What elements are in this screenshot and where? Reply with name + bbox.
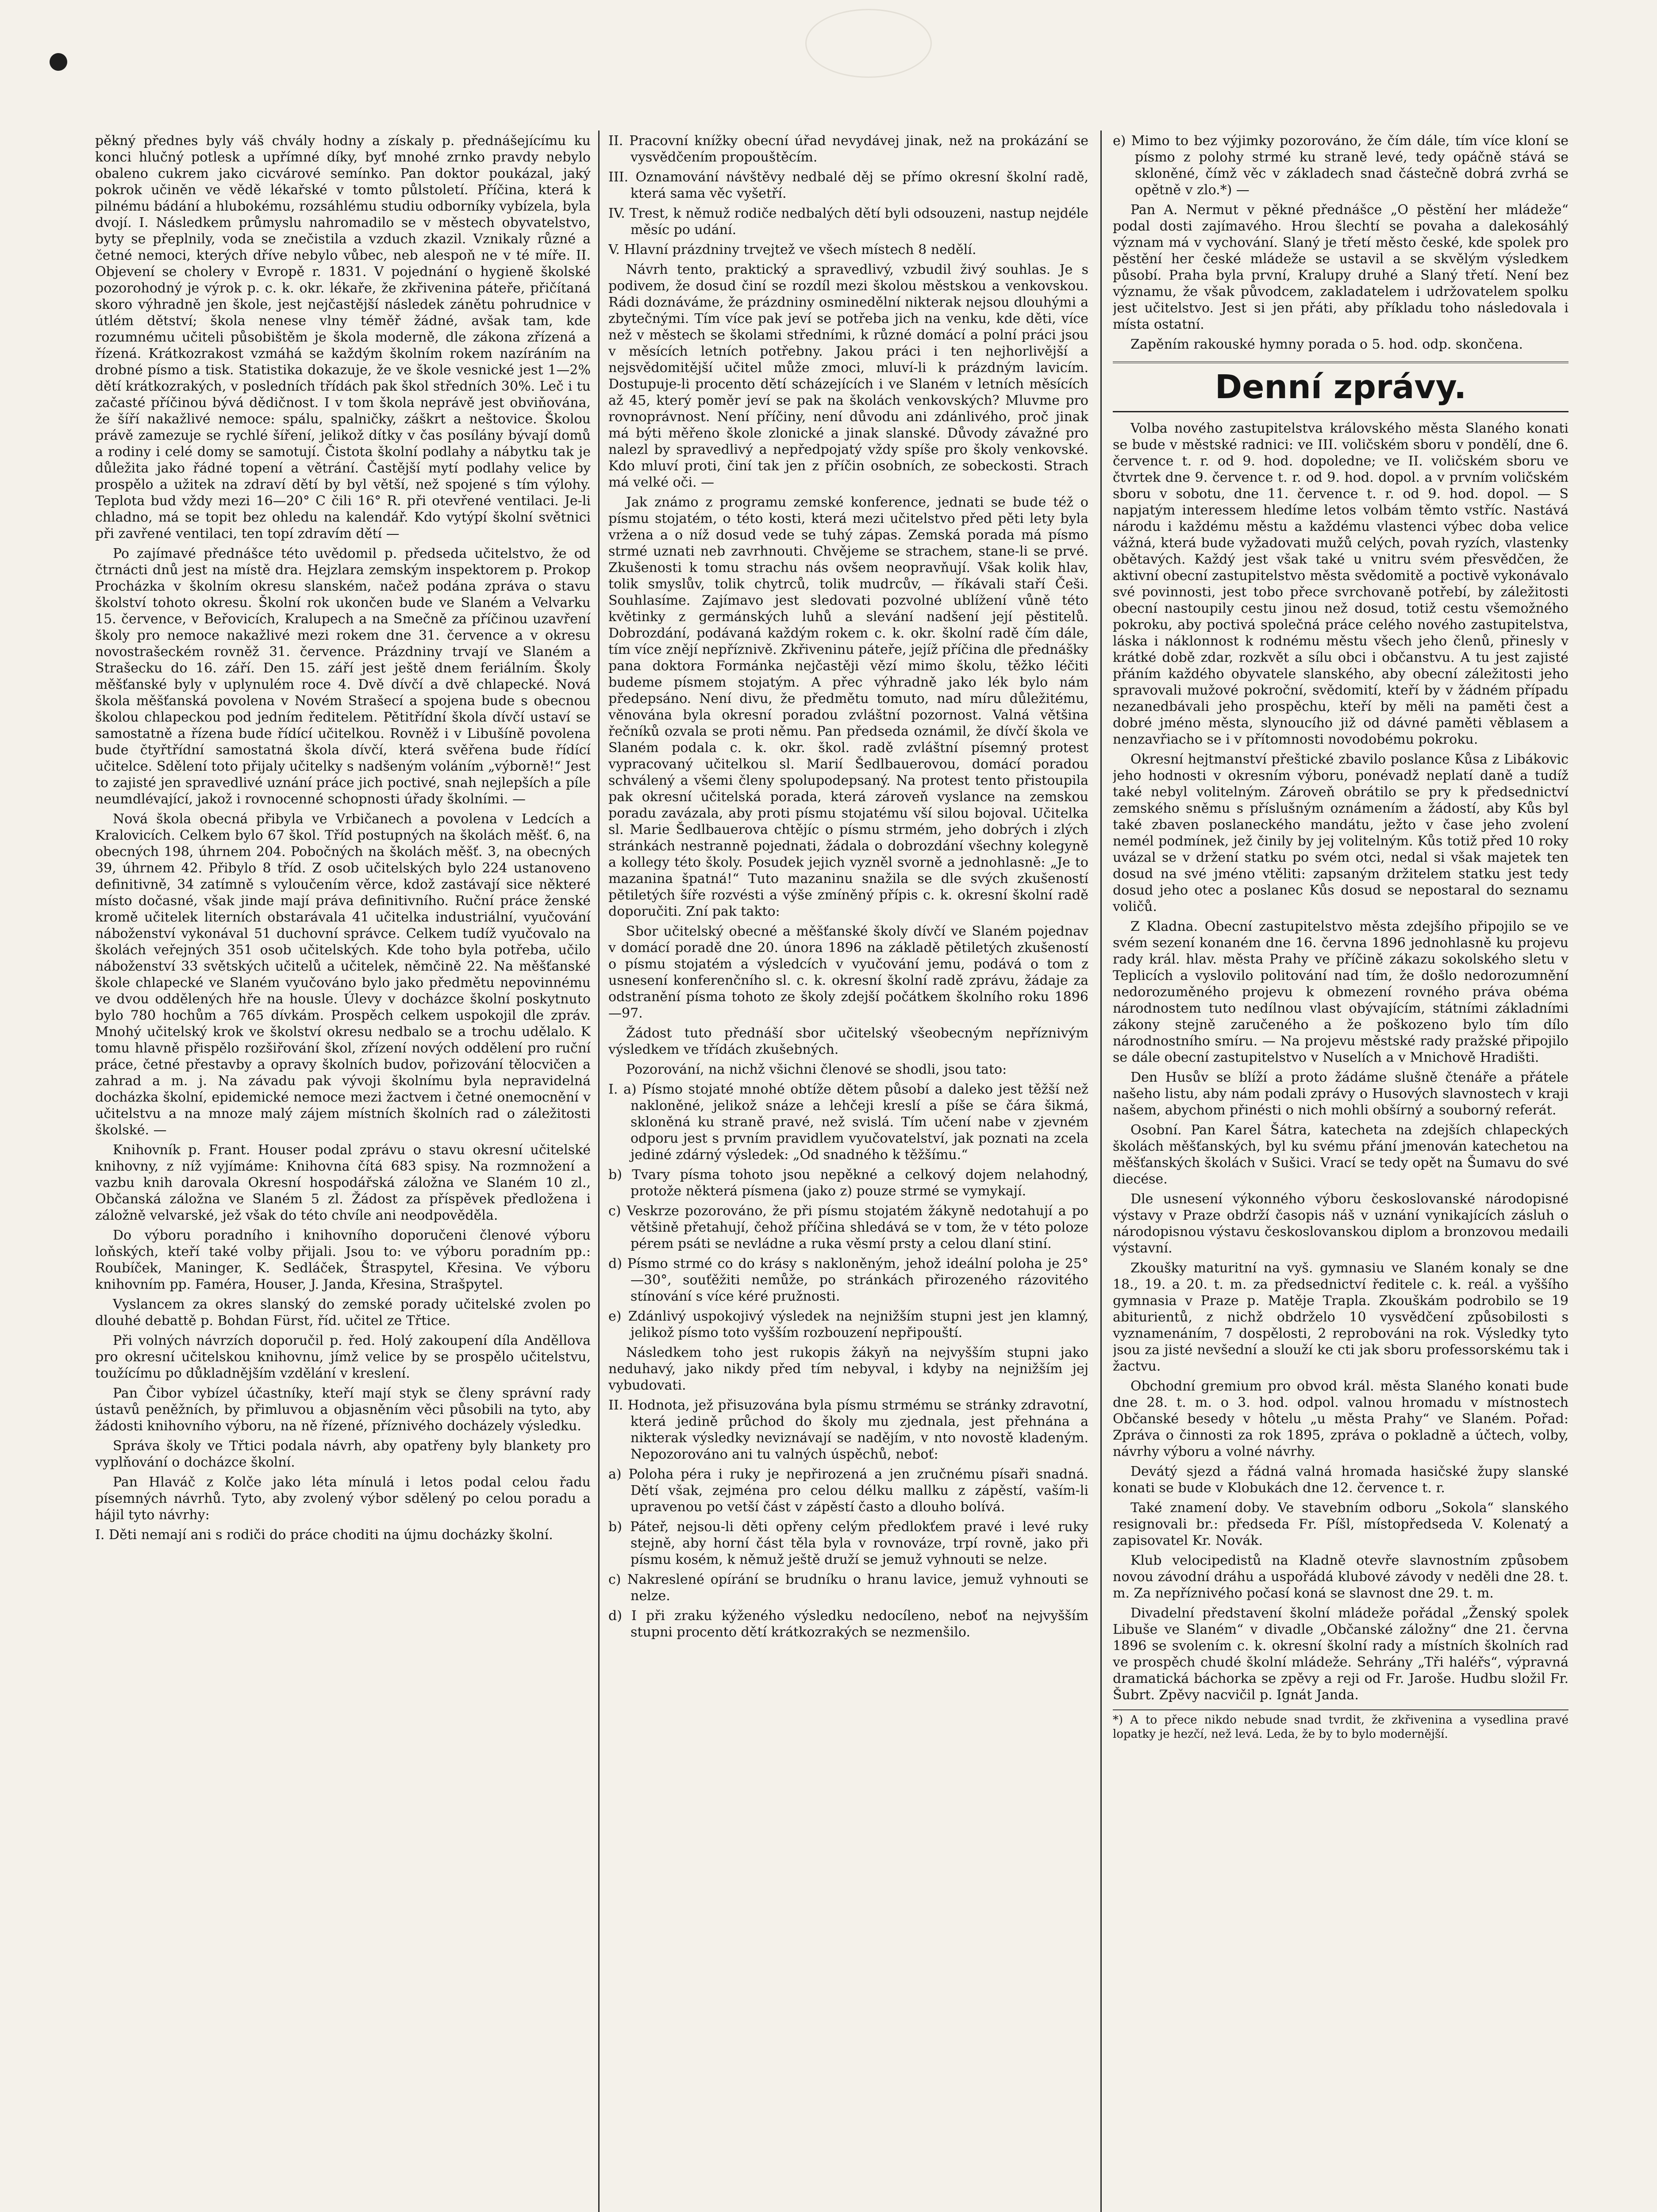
- continuation-text: jemuž vyhnouti se nelze.: [878, 1552, 1048, 1567]
- news-item: Devátý sjezd a řádná valná hromada hasičské župy slanské konati se bude v Klobukách dne 12. července t. r.: [1113, 1464, 1569, 1496]
- lecture-report-paragraph: pěkný přednes byly váš chvály hodny a získaly p. přednášejícímu ku konci hlučný potlesk a upřímné díky, byť mnohé zrnko pravdy nebylo obaleno cukrem jako cicvárové semínko. Pan doktor poukázal, jaký pokrok učiněn ve vědě lékařské v tomto půlstoletí. Příčina, která k pilnému bádání a hlubokému, rozsáhlému studiu odborníky vybízela, byla dvojí. I. Následkem průmyslu nahromadilo se v městech obyvatelstvo, byty se přeplnily, voda se znečistila a vzduch zkazil. Vznikaly různé a četné nemoci, kterých dříve nebylo vůbec, neb alespoň ne v té míře. II. Objevení se cholery v Evropě r. 1831. V pojednání o hygieně školské pozorohodný je výrok p. c. k. okr. lékaře, že zkřivenina páteře, přičítaná skoro výhradně jen škole, jest nejčastější následek zánětu pohrudnice v útlém dětství; škola nenese vlny téměř žádné, avšak tam, kde rozumnému učiteli působištěm je škola moderně, dle zákona zřízená a řízená. Krátkozrakost vzmáhá se každým školním rokem nazíráním na drobné písmo a tisk. Statistika dokazuje, že ve škole vesnické jest 1—2% dětí krátkozrakých, v posledních třídách pak škol středních 30%. Leč i tu začasté příčinou bývá dědičnost. I v tom škola neprávě jest obviňována, že šíří nakažlivé nemoce: spálu, spalničky, záškrt a neštovice. Školou právě zamezuje se rychlé šíření, jelikož dítky v čas posílány bývají domů a rodiny i celé domy se samotují. Čistota školní podlahy a nábytku tak je důležita jako řádné topení a větrání. Častější mytí podlahy velice by prospělo a užitek na zdraví dětí by byl větší, než spojené s tím výlohy. Teplota bud vždy mezi 16—20° C čili 16° R. při otevřené ventilaci. Je-li chladno, má se topit bez ohledu na kalendář. Kdo vytýpí školní světnici při zavřené ventilaci, ten topí zdravím dětí —: [95, 133, 591, 541]
- observation-paragraph: Následkem toho jest rukopis žákyň na nejvyšším stupni jako neduhavý, jako nikdy před tím nebyval, i kdyby na nejnižším jej vybudovati.: [608, 1345, 1088, 1393]
- youth-games-paragraph: Pan A. Nermut v pěkné přednášce „O pěstění her mládeže“ podal dosti zajímavého. Hrou šlechtí se povaha a dalekosáhlý význam má v vychování. Slaný je třetí město české, kde spolek pro pěstění her české mládeže se ustavil a se skvělým výsledkem působí. Praha byla první, Kralupy druhé a Slaný třetí. Není bez významu, že však původcem, zakladatelem i udržovatelem spolku jest učitelstvo. Jest si jen přáti, aby příkladu toho následovala i místa ostatní.: [1113, 202, 1569, 332]
- school-statistics-paragraph: Nová škola obecná přibyla ve Vrbičanech a povolena v Ledcích a Kralovicích. Celkem bylo 67 škol. Tříd postupných na školách měšť. 6, na obecných 198, úhrnem 204. Pobočných na školách měšť. 3, na obecných 39, úhrnem 42. Přibylo 8 tříd. Z osob učitelských bylo 224 ustanoveno definitivně, 34 zatímně s vyloučením věrce, kdož zastávají sice některé místo dočasné, však jinde mají práva definitivního. Ruční práce ženské kromě učitelek literních obstarávala 41 učitelka industriální, vyučování náboženství vykonával 51 duchovní správce. Celkem tudíž vyučovalo na školách veřejných 351 osob učitelských. Kde toho byla potřeba, učilo náboženství 33 světských učitelů a učitelek, němčině 22. Na měšťanské škole chlapecké ve Slaném vyučováno bylo jako předmětu nepovinnému ve dvou oddělených hře na housle. Úlevy v docházce školní poskytnuto bylo 780 hochům a 765 dívkám. Prospěch celkem uspokojil dle zpráv. Mnohý učitelský krok ve školství okresu nedbalo se a trochu udělalo. K tomu hlavně přispělo rozšiřování škol, zřízení nových oddělení pro ruční práce, četné přestavby a opravy školních budov, pořizování tělocvičen a zahrad a m. j. Na závadu pak vývoji školnímu byla nepravidelná docházka školní, epidemické nemoce mezi žactvem i četné onemocnění v učitelstvu a na mnoze malý zájem místních školních rad o záležitosti školské. —: [95, 811, 591, 1138]
- teachers-petition-paragraph: Sbor učitelský obecné a měšťanské školy dívčí ve Slaném pojednav v domácí poradě dne 20. února 1896 na základě pětiletých zkušeností o písmu stojatém a výsledcích v vyučování jemu, podává o tom z usnesení konferenčního sl. c. k. okresní školní radě zprávu, žádaje za odstranění písma tohoto ze školy zdejší počátkem školního roku 1896—97.: [608, 924, 1088, 1021]
- observation-item: d) I při zraku kýženého výsledku nedocíleno, neboť na nejvyšším stupni procento dětí krátkozrakých se nezmenšilo.: [608, 1608, 1088, 1640]
- numbered-proposal: III. Oznamování návštěvy nedbalé děj se přímo okresní školní radě, která sama věc vyšetří.: [608, 169, 1088, 201]
- column-rule: [598, 131, 600, 2212]
- proposal-paragraph: Správa školy ve Třtici podala návrh, aby opatřeny byly blankety pro vyplňování o docházce školní.: [95, 1438, 591, 1470]
- column-rule: [1100, 131, 1102, 2212]
- news-item: Den Husův se blíží a proto žádáme slušně čtenáře a přátele našeho listu, aby nám podali zprávy o Husových slavnostech v kraji našem, abychom přinésti o nich mohli obšírný a souborný referát.: [1113, 1070, 1569, 1118]
- news-item: Zkoušky maturitní na vyš. gymnasiu ve Slaném konaly se dne 18., 19. a 20. t. m. za předsednictví ředitele c. k. reál. a vyššího gymnasia v Praze p. Matěje Trapla. Zkouškám podrobilo se 19 abiturientů, z nichž obdrželo 10 vysvědčení způsobilosti s vyznamenáním, 7 dospělosti, 2 reprobováni na rok. Výsledky tyto jsou za jisté nevšední a slouží ke cti jak sboru professorskému tak i žactvu.: [1113, 1260, 1569, 1374]
- proposal-paragraph: Při volných návrzích doporučil p. řed. Holý zakoupení díla Anděllova pro okresní učitelskou knihovnu, jímž velice by se prospělo učitelstvu, toužícímu po důkladnějším vzdělání v kreslení.: [95, 1333, 591, 1381]
- proposal-paragraph: Pan Čibor vybízel účastníky, kteří mají styk se členy správní rady ústavů peněžních, by přimluvou a objasněním věci působili na tyto, aby žádosti knihovního výboru, na ně řízené, příznivého docházely výsledku.: [95, 1386, 591, 1434]
- news-item: Dle usnesení výkonného výboru českoslovanské národopisné výstavy v Praze obdrží časopis náš v uznání vynikajících zásluh o národopisnou výstavu českoslovanskou diplom a bronzovou medaili výstavní.: [1113, 1191, 1569, 1256]
- proposal-paragraph: Pan Hlaváč z Kolče jako léta mínulá i letos podal celou řadu písemných návrhů. Tyto, aby zvolený výbor sdělený po celou poradu a hájil tyto návrhy:: [95, 1475, 591, 1523]
- numbered-proposal: II. Pracovní knížky obecní úřad nevydávej jinak, než na prokázání se vysvědčením propouštěcím.: [608, 133, 1088, 165]
- binding-hole: [50, 53, 67, 71]
- news-item: Klub velocipedistů na Kladně otevře slavnostním způsobem novou závodní dráhu a uspořádá klubové závody v neděli dne 28. t. m. Za nepříznivého počasí koná se slavnost dne 29. t. m.: [1113, 1553, 1569, 1601]
- observation-item: e) Zdánlivý uspokojivý výsledek na nejnižším stupni jest jen klamný, jelikož písmo toto vyšším rozbouzení nepřipouští.: [608, 1309, 1088, 1340]
- petition-paragraph: Pozorování, na nichž všichni členové se shodli, jsou tato:: [626, 1062, 1007, 1077]
- column-left: [95, 133, 591, 2212]
- news-item: Volba nového zastupitelstva královského města Slaného konati se bude v městské radnici: ve III. voličském sboru v pondělí, dne 6. července t. r. od 9. hod. dopoledne; ve II. voličském sboru ve čtvrtek dne 9. července t. r. od 9. hod. dopol. a v prvním voličském sboru v sobotu, dne 11. července t. r. od 9. hod. dopol. — S napjatým interessem hledíme letos volbám těmto vstříc. Nastává národu i každému městu a každému vlastenci výbec doba velice vážná, která bude vyžadovati mužů celých, povah ryzích, vlastenky obětavých. Každý jest však také u vnitru svém přesvědčen, že aktivní obecní zastupitelstvo města svědomitě a poctivě vykonávalo své povinnosti, jest tobo přece svrchovaně potřebí, by záležitosti obecní nastoupily cestu jinou než dosud, totiž cestu všemožného pokroku, aby poctivá společná práce celého nového zastupitelstva, láska i náklonnost k rodnému městu všech jeho členů, přinesly v krátké době zdar, rozkvět a sílu obci i občanstvu. A tu jest zajisté přáním každého obyvatele slanského, aby obecní záležitosti jeho spravovali mužové pokroční, svědomití, kteří by v žádném případu nezanedbávali jeho prospěchu, kteří by měli na paměti čest a dobré jméno města, slynoucího již od dávné paměti věblasem a nenzavřiacho se i v přítomnosti novodobému pokroku.: [1113, 421, 1569, 747]
- observation-item: II. Hodnota, jež přisuzována byla písmu strmému se stránky zdravotní, která jedině průchod do školy mu zjednala, jest přehnána a nikterak výsledky neviznávají se nadějím, v nto novostě kladeným. Nepozorováno ani tu valných úspěchů, neboť:: [608, 1398, 1088, 1462]
- footnote: *) A to přece nikdo nebude snad tvrdit, že zkřivenina a vysedlina pravé lopatky je hezčí, než levá. Leda, že by to bylo modernější.: [1113, 1709, 1569, 1741]
- news-item: Také znamení doby. Ve stavebním odboru „Sokola“ slanského resignovali br.: předseda Fr. Píšl, místopředseda V. Kolenatý a zapisovatel Kr. Novák.: [1113, 1500, 1569, 1548]
- numbered-proposal: I. Děti nemají ani s rodiči do práce choditi na újmu docházky školní.: [95, 1527, 553, 1543]
- delegate-paragraph: Vyslancem za okres slanský do zemské porady učitelské zvolen po dlouhé debattě p. Bohdan Fürst, říd. učitel ze Třtice.: [95, 1297, 591, 1329]
- observation-item: b) Tvary písma tohoto jsou nepěkné a celkový dojem nelahodný, protože některá písmena (jako z) pouze strmé se vymykají.: [608, 1167, 1088, 1199]
- news-item: Obchodní gremium pro obvod král. města Slaného konati bude dne 28. t. m. o 3. hod. odpol. valnou hromadu v místnostech Občanské besedy v hôtelu „u města Prahy“ ve Slaném. Pořad: Zpráva o činnosti za rok 1895, zpráva o pokladně a účtech, volby, návrhy výboru a volné návrhy.: [1113, 1379, 1569, 1459]
- library-stamp: [805, 9, 932, 78]
- petition-paragraph: Žádost tuto přednáší sbor učitelský všeobecným nepříznivým výsledkem ve třídách zkušebných.: [608, 1025, 1088, 1057]
- observation-item: d) Písmo strmé co do krásy s nakloněným, jehož ideální poloha je 25°—30°, souťěžiti nemůže, po stránkách přirozeného rázovitého stínování s více kéré pružnosti.: [608, 1256, 1088, 1304]
- library-report-paragraph: Knihovník p. Frant. Houser podal zprávu o stavu okresní učitelské knihovny, z níž vyjímáme: Knihovna čítá 683 spisy. Na rozmnožení a vazbu knih darovala Okresní hospodářská záložna ve Slaném 10 zl., Občanská záložna ve Slaném 5 zl. Žádost za příspěvek předložena i záložně velvarské, jež však do této chvíle ani neodpověděla.: [95, 1142, 591, 1223]
- numbered-proposal: IV. Trest, k němuž rodiče nedbalých dětí byli odsouzeni, nastup nejdéle měsíc po udání.: [608, 206, 1088, 238]
- section-heading: Denní zprávy.: [1113, 361, 1569, 412]
- holiday-commentary-paragraph: Návrh tento, praktický a spravedlivý, vzbudil živý souhlas. Je s podivem, že dosud činí se rozdíl mezi školou městskou a venkovskou. Rádi doznáváme, že prázdniny osminedělní nikterak nejsou dlouhými a zbytečnými. Tím více pak jeví se potřeba jich na venku, kde děti, více než v městech se školami středními, k různé domácí a polní práci jsou v měsících letních potřebny. Jakou práci i ten nejhorlivější a nejsvědomitější učitel může zmoci, mluví-li k prázdným lavicím. Dostupuje-li procento dětí scházejících i ve Slaném v letních měsících až 45, který poměr jeví se pak na školách venkovských? Mluvme pro rovnoprávnost. Není příčiny, není důvodu ani zdánlivého, proč jinak má býti měřeno škole zlonické a jinak slanské. Důvody závažné pro nalezl by spravedlivý a nepředpojatý vždy spíše pro školy venkovské. Kdo mluví proti, činí tak jen z příčin osobních, ze sobeckosti. Strach má velké oči. —: [608, 262, 1088, 490]
- column-middle: [608, 133, 1088, 2212]
- observation-item: c) Nakreslené opírání se brudníku o hranu lavice, jemuž vyhnouti se nelze.: [608, 1572, 1088, 1604]
- committee-election-paragraph: Do výboru poradního i knihovního doporučeni členové výboru loňských, kteří také volby přijali. Jsou to: ve výboru poradním pp.: Roubíček, Maninger, K. Sedláček, Štraspytel, Křesina. Ve výboru knihovním pp. Faméra, Houser, J. Janda, Křesina, Strašpytel.: [95, 1228, 591, 1292]
- observation-item: e) Mimo to bez výjimky pozorováno, že čím dále, tím více kloní se písmo z polohy strmé ku straně levé, tedy opáčně stává se skloněné, čímž věc v základech snad částečně dobrá zvrhá se opětně v zlo.*) —: [1113, 133, 1569, 198]
- observation-item: I. a) Písmo stojaté mnohé obtíže dětem působí a daleko jest těžší než nakloněné, jelikož snáze a lehčeji kreslí a píše se čára šikmá, skloněná ku straně pravé, než svislá. Tím učení nabe v zjevném odporu jest s prvním pravidlem vyučovatelství, jak poznati na zcela jediné zdárný výsledek: „Od snadného k těžšímu.“: [608, 1082, 1088, 1163]
- news-item: Okresní hejtmanství přeštické zbavilo poslance Kůsa z Libákovic jeho hodnosti v okresním výboru, ponévadž neplatí daně a tudíž také nebyl volitelným. Zároveň obrátilo se pry k předsednictví zemského sněmu s příslušným oznámením a žádostí, aby Kůs byl také zbaven poslaneckého mandátu, ježto v čase jeho zvolení nemél podmínek, jež činily by jej volitelným. Kůs totiž před 10 roky uvázal se v držení statku po svém otci, nedal si však majetek ten dosud na své jméno vtěliti: zapsaným držitelem statku jest tedy dosud jeho otec a poslanec Kůs dosud se nepostaral do seznamu voličů.: [1113, 752, 1569, 914]
- news-item: Osobní. Pan Karel Šátra, katecheta na zdejších chlapeckých školách měšťanských, byl ku svému přání jmenován katechetou na měšťanských školách v Sušici. Vrací se tedy opět na Šumavu do své diecése.: [1113, 1122, 1569, 1187]
- school-district-report-paragraph: Po zajímavé přednášce této uvědomil p. předseda učitelstvo, že od čtrnácti dnů jest na místě dra. Hejzlara zemským inspektorem p. Prokop Procházka v školním okresu slanském, načež podána zpráva o stavu školství tohoto okresu. Školní rok ukončen bude ve Slaném a Velvarku 15. července, v Beřovicích, Kralupech a na Smečně za příčinou uzavření školy pro nemoce nakažlivé mezi rokem dne 31. července a v okresu novostrašeckém rovněž 31. července. Prázdniny trvají ve Slaném a Strašecku do 16. září. Den 15. září jest ještě dnem feriálním. Školy měšťanské byly v uplynulém roce 4. Dvě dívčí a dvě chlapecké. Nová škola měšťanská povolena v Novém Strašecí a spojena bude s obecnou školou chlapeckou pod jedním ředitelem. Pětitřídní škola dívčí ustaví se samostatně a řízena bude řídící učitelkou. Rovněž i v Libušíně povolena bude čtyřtřídní samostatná škola dívčí, která svěřena bude řídící učitelce. Sdělení toto přijaly učitelky s nadšeným voláním „výborně!“ Jest to zajisté jen spravedlivé uznání práce jich poctivé, snah nejlepších a píle neumdlévající, jakož i rovnocenné schopnosti úřady školními. —: [95, 546, 591, 807]
- closing-paragraph: Zapěním rakouské hymny porada o 5. hod. odp. skončena.: [1130, 337, 1523, 352]
- observation-item: a) Poloha péra i ruky je nepřirozená a jen zručnému písaři snadná. Dětí však, zejména pro celou délku mallku z zápěstí, vaším-li upravenou po vetší část v zápěstí často a dlouho bolívá.: [608, 1467, 1088, 1515]
- news-item: Divadelní představení školní mládeže pořádal „Ženský spolek Libuše ve Slaném“ v divadle „Občanské záložny“ dne 21. června 1896 se svolením c. k. okresní školní rady a místních školních rad ve prospěch chudé školní mládeže. Sehrány „Tři haléřs“, výpravná dramatická báchorka se zpěvy a reji od Fr. Jaroše. Hudbu složil Fr. Šubrt. Zpěvy nacvičil p. Ignát Janda.: [1113, 1605, 1569, 1703]
- upright-script-paragraph: Jak známo z programu zemské konference, jednati se bude též o písmu stojatém, o této kosti, která mezi učitelstvo před pěti lety byla vržena a o níž dosud vede se tuhý zápas. Zemská porada má písmo strmé uznati neb zavrhnouti. Chvějeme se strachem, stane-li se prvé. Zkušenosti k tomu strachu nás ovšem neopravňují. Však kolik hlav, tolik smyslův, tolik chytrců, tolik mudrcův, — říkávali staří Češi. Souhlasíme. Zajímavo jest sledovati pozvolné ublížení vůně této květinky z germánských luhů a slevání nadšení její pěstitelů. Dobrozdání, podávaná každým rokem c. k. okr. školní radě čím dále, tím více znějí nepříznivě. Zkřiveninu páteře, jejíž příčina dle přednášky pana doktora Formánka nejčastěji vězí mimo školu, těžko léčiti budeme písmem stojatým. A přec výhradně jako lék bylo nám předepsáno. Není divu, že předmětu tomuto, nad míru důležitému, věnována byla okresní poradou zvláštní pozornost. Valná většina řečníků ozvala se proti němu. Pan předseda oznámil, že dívčí škola ve Slaném podala c. k. okr. škol. radě zvláštní písemný protest vypracovaný učitelkou sl. Marií Šedlbauerovou, domácí poradou schválený a všemi členy spolupodepsaný. Na protest tento přistoupila pak okresní učitelská porada, která zároveň vyslance na zemskou poradu zavázala, aby proti písmu stojatému vší silou bojoval. Učitelka sl. Marie Šedlbauerova chtějíc o písmu strmém, jeho dobrých i zlých stránkách nestranně pojednati, žádala o dobrozdání všechny kolegyně a kollegy této školy. Posudek jejich vyzněl svorně a jednohlasně: „Je to mazanina špatná!“ Tuto mazaninu snažila se dle svých zkušeností pětiletých šíře rozvésti a výše zmíněný přípis c. k. okresní školní radě doporučiti. Zní pak takto:: [608, 495, 1088, 919]
- numbered-proposal: V. Hlavní prázdniny trvejtež ve všech místech 8 nedělí.: [608, 242, 977, 257]
- news-item: Z Kladna. Obecní zastupitelstvo města zdejšího připojilo se ve svém sezení konaném dne 16. června 1896 jednohlasně ku projevu rady král. hlav. města Prahy ve příčině zákazu sokolského sletu v Teplicích a vyslovilo politování nad tím, že došlo nedorozumnění nedorozuměného projevu k obmezení rovného práva obéma národnostem tuto nedílnou vlast obývajícím, státními základními zákony stejně zaručeného a že poškozeno bylo tím dílo národnostního smíru. — Na projevu městské rady pražské připojilo se dále obecní zastupitelstvo v Nuselích a v Mnichově Hradišti.: [1113, 919, 1569, 1065]
- column-right: [1113, 133, 1569, 2212]
- observation-item: c) Veskrze pozorováno, že při písmu stojatém žákyně nedotahují a po většině přetahují, čehož příčina shledává se v tom, že v této poloze pérem psáti se nevládne a ruka věsmí prsty a celou dlaní stiní.: [608, 1203, 1088, 1252]
- observation-item: b) Páteř, nejsou-li děti opřeny celým předlokťem pravé i levé ruky stejně, aby horní část těla byla v rovnováze, trpí rovně, jako při písmu kosém, k němuž ještě druží se jemuž vyhnouti se nelze.: [608, 1519, 1088, 1567]
